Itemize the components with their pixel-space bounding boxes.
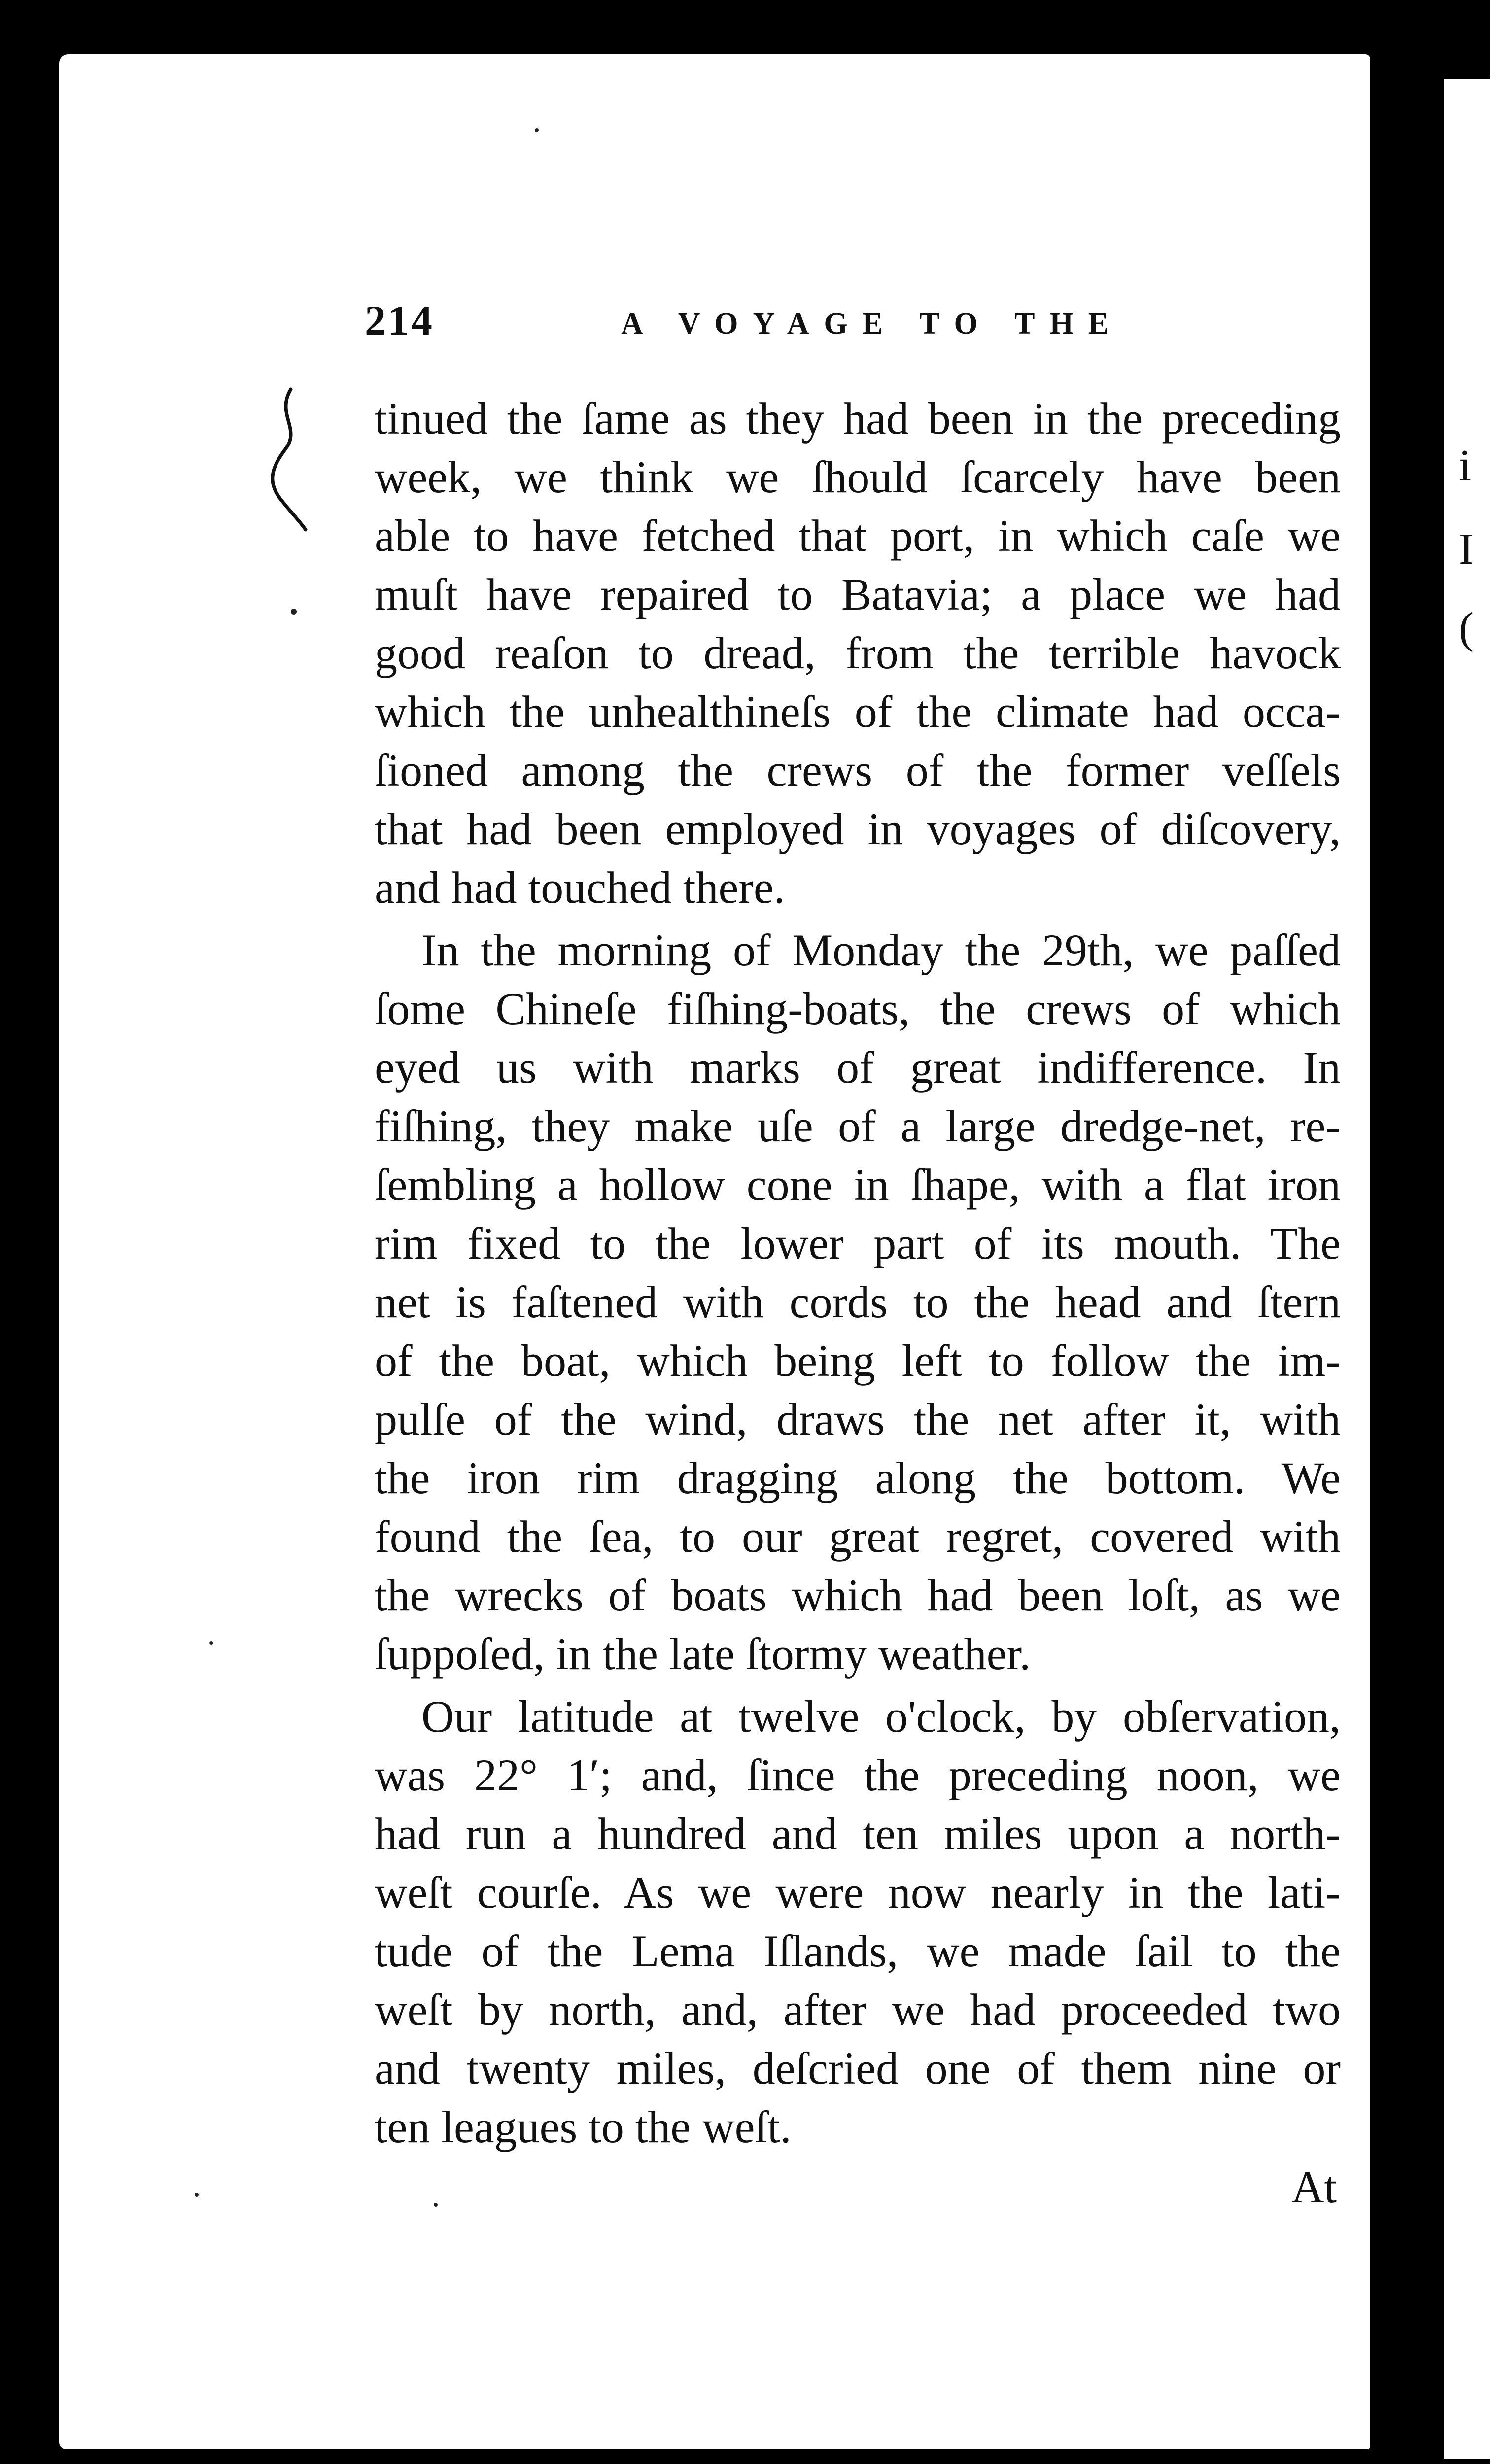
text-line: ſome Chineſe fiſhing-boats, the crews of which [375,984,1341,1034]
scan-speck [291,609,297,615]
scan-speck [434,2203,438,2207]
text-line: weſt courſe. As we were now nearly in the lati- [375,1867,1341,1917]
scan-speck [535,128,539,132]
running-head [365,296,1124,355]
text-line: ten leagues to the weſt. [375,2102,792,2152]
text-line: of the boat, which being left to follow the im- [375,1335,1341,1386]
text-line: weſt by north, and, after we had proceeded two [375,1985,1341,2035]
text-line: able to have fetched that port, in which caſe we [375,511,1341,561]
text-line: and twenty miles, deſcried one of them nine or [375,2043,1341,2093]
body-text [375,389,1341,2156]
text-line: was 22° 1′; and, ſince the preceding noon, we [375,1750,1341,1800]
facing-page-edge [1444,79,1490,2459]
text-line: week, we think we ſhould ſcarcely have been [375,452,1341,502]
text-line: and had touched there. [375,862,785,913]
text-line: ſembling a hollow cone in ſhape, with a flat iron [375,1160,1341,1210]
running-head-title: A VOYAGE TO THE [621,307,1124,341]
paragraph [375,389,1341,917]
text-line: the iron rim dragging along the bottom. We [375,1453,1341,1503]
text-line: In the morning of Monday the 29th, we paſſed [421,925,1341,975]
paragraph [375,921,1341,1683]
facing-page-letter: i [1459,441,1472,490]
text-line: pulſe of the wind, draws the net after it, with [375,1394,1341,1444]
text-line: which the unhealthineſs of the climate had occa- [375,686,1341,737]
text-line: had run a hundred and ten miles upon a north- [375,1809,1341,1859]
facing-page-letter: ( [1459,604,1474,652]
scan-speck [195,2193,199,2197]
text-line: net is faſtened with cords to the head and ſtern [375,1277,1341,1327]
catchword: At [1291,2162,1337,2212]
scan-speck [209,1641,213,1645]
text-line: that had been employed in voyages of diſcovery, [375,804,1341,854]
text-line: good reaſon to dread, from the terrible havock [375,628,1341,678]
text-line: eyed us with marks of great indifference. In [375,1042,1341,1093]
text-line: tinued the ſame as they had been in the preceding [375,393,1341,444]
text-line: found the ſea, to our great regret, covered with [375,1511,1341,1562]
facing-page-letter: I [1459,525,1474,574]
text-line: muſt have repaired to Batavia; a place we had [375,569,1341,619]
text-line: tude of the Lema Iſlands, we made ſail to the [375,1926,1341,1976]
margin-squiggle-mark [256,384,315,532]
text-line: ſioned among the crews of the former veſſels [375,745,1341,795]
text-line: the wrecks of boats which had been loſt, as we [375,1570,1341,1620]
text-line: ſuppoſed, in the late ſtormy weather. [375,1629,1031,1679]
text-line: rim fixed to the lower part of its mouth. The [375,1218,1341,1268]
text-line: Our latitude at twelve o'clock, by obſervation, [421,1691,1341,1742]
paragraph [375,1687,1341,2156]
text-line: fiſhing, they make uſe of a large dredge-net, re- [375,1101,1341,1151]
page-number: 214 [365,297,434,344]
